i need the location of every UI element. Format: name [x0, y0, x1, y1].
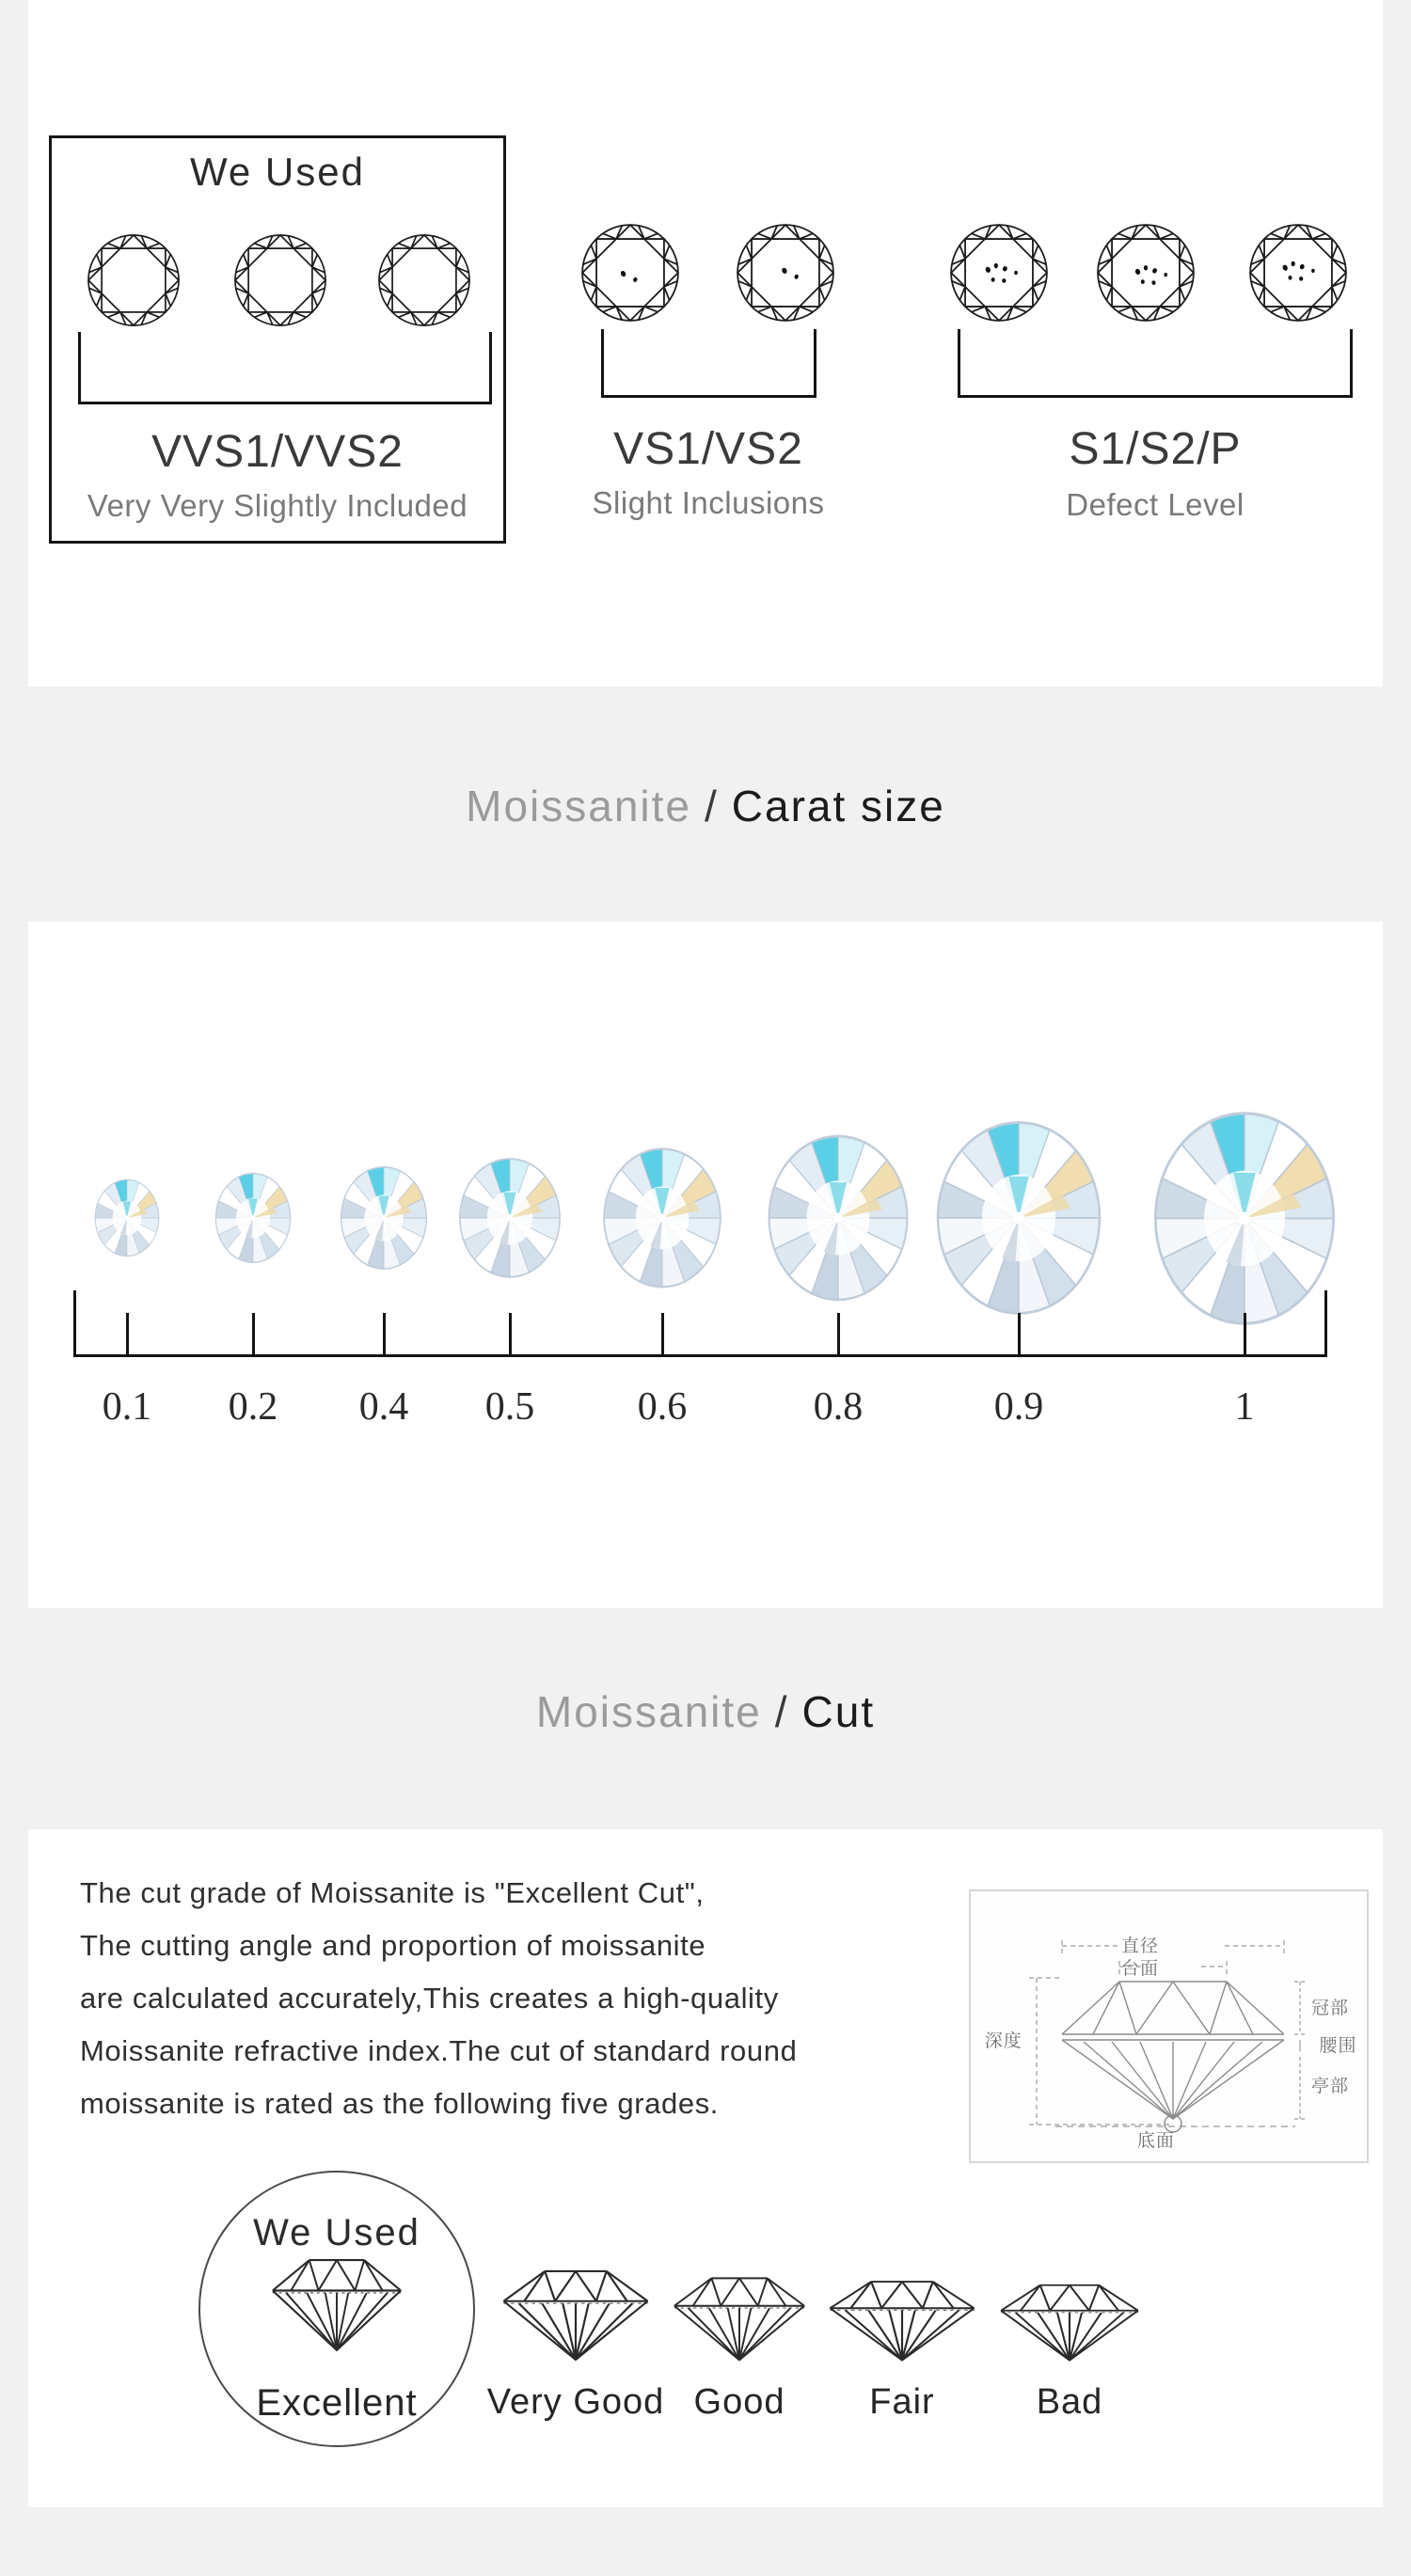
heading-separator: /	[774, 1687, 789, 1736]
scale-tick	[1244, 1313, 1246, 1357]
scale-tick	[252, 1313, 255, 1357]
gem-photo-0.6	[602, 1146, 722, 1289]
gem-photo-0.1	[94, 1178, 160, 1257]
carat-section	[28, 922, 1383, 1608]
carat-size-label: 0.5	[484, 1385, 535, 1429]
scale-end-left	[73, 1290, 76, 1357]
cut-section	[28, 1829, 1383, 2507]
cut-paragraph-line: The cut grade of Moissanite is "Excellent Cut",	[80, 1876, 705, 1909]
cut-diagram	[969, 1889, 1369, 2163]
scale-tick	[837, 1313, 840, 1357]
carat-size-label: 0.8	[813, 1385, 864, 1429]
gem-photo-0.5	[458, 1157, 562, 1279]
gem-photo-1	[1152, 1110, 1337, 1327]
carat-size-label: 0.9	[993, 1385, 1044, 1429]
diagram-label-pavilion: 亭部	[1311, 2077, 1350, 2097]
cut-paragraph-line: are calculated accurately,This creates a high-quality	[80, 1982, 779, 2015]
diamond-side-good-icon	[670, 2271, 809, 2363]
cut-grade-label: Bad	[1036, 2382, 1103, 2422]
heading-title: Cut	[801, 1687, 876, 1736]
we-used-badge: We Used	[253, 2212, 420, 2253]
cut-grade-label: Excellent	[256, 2382, 418, 2424]
diagram-label-girdle: 腰围	[1319, 2036, 1357, 2057]
diamond-side-excellent-icon	[268, 2252, 405, 2354]
diamond-side-verygood-icon	[499, 2264, 653, 2363]
clarity-grade-label: VVS1/VVS2	[151, 427, 404, 477]
cut-grade-label: Very Good	[486, 2382, 665, 2422]
scale-end-right	[1324, 1290, 1327, 1357]
diamond-top-vs-icon	[580, 223, 680, 323]
diamond-side-bad-icon	[996, 2279, 1143, 2363]
clarity-grade-desc: Slight Inclusions	[592, 485, 825, 520]
carat-size-label: 0.6	[637, 1385, 688, 1429]
carat-section-heading	[0, 781, 1411, 831]
scale-tick	[126, 1313, 129, 1357]
carat-scale-line	[73, 1354, 1327, 1357]
group-bracket	[78, 332, 492, 404]
diamond-side-fair-icon	[825, 2275, 979, 2363]
scale-tick	[1018, 1313, 1021, 1357]
gem-photo-0.4	[340, 1165, 428, 1271]
cut-grade-label: Good	[693, 2382, 785, 2422]
clarity-grade-label: S1/S2/P	[1069, 424, 1242, 474]
scale-tick	[383, 1313, 386, 1357]
cut-grade-label: Fair	[869, 2382, 935, 2422]
group-bracket	[958, 329, 1353, 398]
clarity-grade-label: VS1/VS2	[613, 424, 803, 474]
diagram-label-table: 台面	[1120, 1959, 1159, 1980]
diamond-top-si-icon	[1248, 223, 1348, 323]
diamond-top-vs-icon	[736, 223, 835, 323]
we-used-box	[49, 135, 506, 544]
clarity-section	[28, 0, 1383, 687]
heading-title: Carat size	[731, 782, 945, 830]
group-bracket	[601, 329, 816, 398]
cut-section-heading	[0, 1686, 1411, 1737]
diagram-label-culet: 底面	[1136, 2130, 1175, 2151]
clarity-grade-desc: Defect Level	[1066, 487, 1245, 522]
gem-photo-0.2	[214, 1172, 292, 1264]
cut-paragraph	[80, 1867, 797, 2130]
cut-paragraph-line: The cutting angle and proportion of moissanite	[80, 1929, 706, 1962]
cut-paragraph-line: moissanite is rated as the following five grades.	[80, 2087, 720, 2120]
diagram-label-depth: 深度	[984, 2031, 1023, 2051]
gem-photo-0.8	[767, 1133, 910, 1303]
carat-size-label: 0.4	[358, 1385, 409, 1429]
diamond-top-clean-icon	[377, 233, 471, 327]
we-used-box-title: We Used	[190, 150, 365, 194]
carat-size-label: 0.1	[102, 1385, 152, 1429]
diamond-top-si-icon	[1096, 223, 1196, 323]
diagram-label-crown: 冠部	[1311, 1999, 1350, 2019]
carat-size-label: 0.2	[228, 1385, 278, 1429]
diamond-top-clean-icon	[87, 233, 181, 327]
heading-prefix: Moissanite	[466, 782, 691, 830]
diamond-top-clean-icon	[233, 233, 327, 327]
carat-size-label: 1	[1234, 1385, 1255, 1429]
heading-separator: /	[705, 782, 719, 830]
cut-paragraph-line: Moissanite refractive index.The cut of standard round	[80, 2034, 798, 2067]
diagram-label-diameter: 直径	[1120, 1936, 1159, 1957]
scale-tick	[661, 1313, 664, 1357]
clarity-grade-desc: Very Very Slightly Included	[87, 488, 468, 523]
cut-diagram-sketch	[971, 1891, 1367, 2161]
diamond-top-si-icon	[949, 223, 1049, 323]
scale-tick	[509, 1313, 512, 1357]
heading-prefix: Moissanite	[535, 1687, 762, 1736]
gem-photo-0.9	[935, 1119, 1102, 1317]
